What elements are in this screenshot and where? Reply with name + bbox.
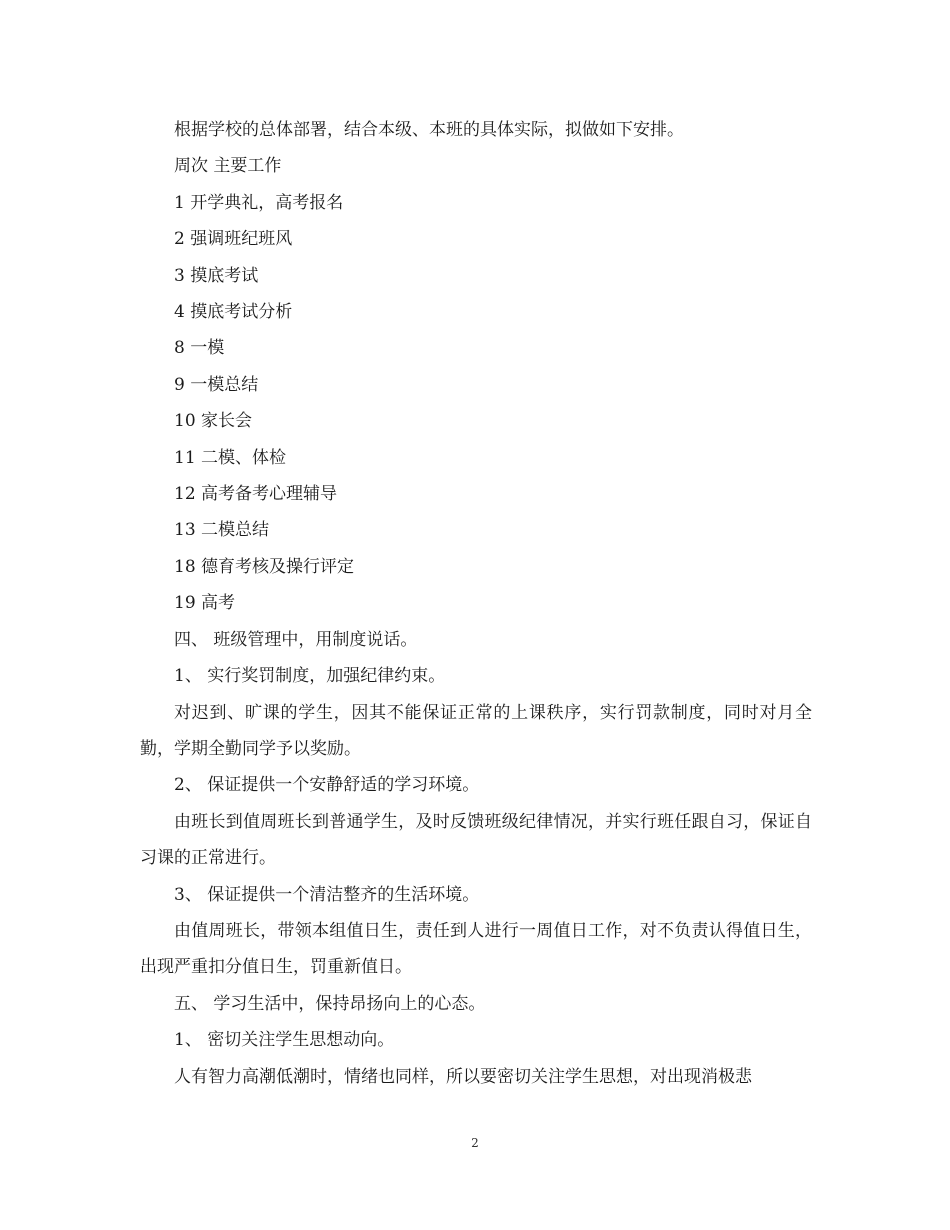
item-heading: 1、 实行奖罚制度，加强纪律约束。	[174, 666, 446, 687]
schedule-item: 1 开学典礼，高考报名	[174, 192, 344, 213]
item-body: 由班长到值周班长到普通学生，及时反馈班级纪律情况，并实行班任跟自习，保证自习课的正常进行。	[140, 811, 812, 869]
schedule-item: 3 摸底考试	[174, 265, 259, 286]
item-body: 由值周班长，带领本组值日生，责任到人进行一周值日工作，对不负责认得值日生，出现严重扣分值日生，罚重新值日。	[140, 920, 812, 978]
page-number: 2	[471, 1136, 479, 1150]
item-heading: 1、 密切关注学生思想动向。	[174, 1030, 395, 1051]
item-body: 对迟到、旷课的学生，因其不能保证正常的上课秩序，实行罚款制度，同时对月全勤，学期全勤同学予以奖励。	[140, 702, 812, 759]
schedule-item: 12 高考备考心理辅导	[174, 484, 338, 505]
schedule-item: 11 二模、体检	[174, 447, 287, 468]
schedule-item: 2 强调班纪班风	[174, 229, 293, 250]
schedule-header: 周次 主要工作	[174, 156, 282, 177]
intro-paragraph: 根据学校的总体部署，结合本级、本班的具体实际，拟做如下安排。	[174, 120, 684, 140]
item-heading: 2、 保证提供一个安静舒适的学习环境。	[174, 775, 480, 796]
document-body	[140, 112, 812, 1095]
schedule-item: 18 德育考核及操行评定	[174, 556, 355, 577]
schedule-item: 9 一模总结	[174, 374, 259, 395]
section-heading: 四、 班级管理中，用制度说话。	[174, 629, 418, 650]
item-heading: 3、 保证提供一个清洁整齐的生活环境。	[174, 884, 480, 905]
schedule-item: 19 高考	[174, 593, 236, 614]
item-body: 人有智力高潮低潮时，情绪也同样，所以要密切关注学生思想，对出现消极悲	[174, 1066, 752, 1087]
schedule-item: 10 家长会	[174, 411, 253, 432]
schedule-list	[140, 185, 812, 622]
schedule-item: 4 摸底考试分析	[174, 302, 293, 323]
schedule-item: 8 一模	[174, 338, 225, 359]
schedule-item: 13 二模总结	[174, 520, 270, 541]
section-heading: 五、 学习生活中，保持昂扬向上的心态。	[174, 993, 486, 1014]
